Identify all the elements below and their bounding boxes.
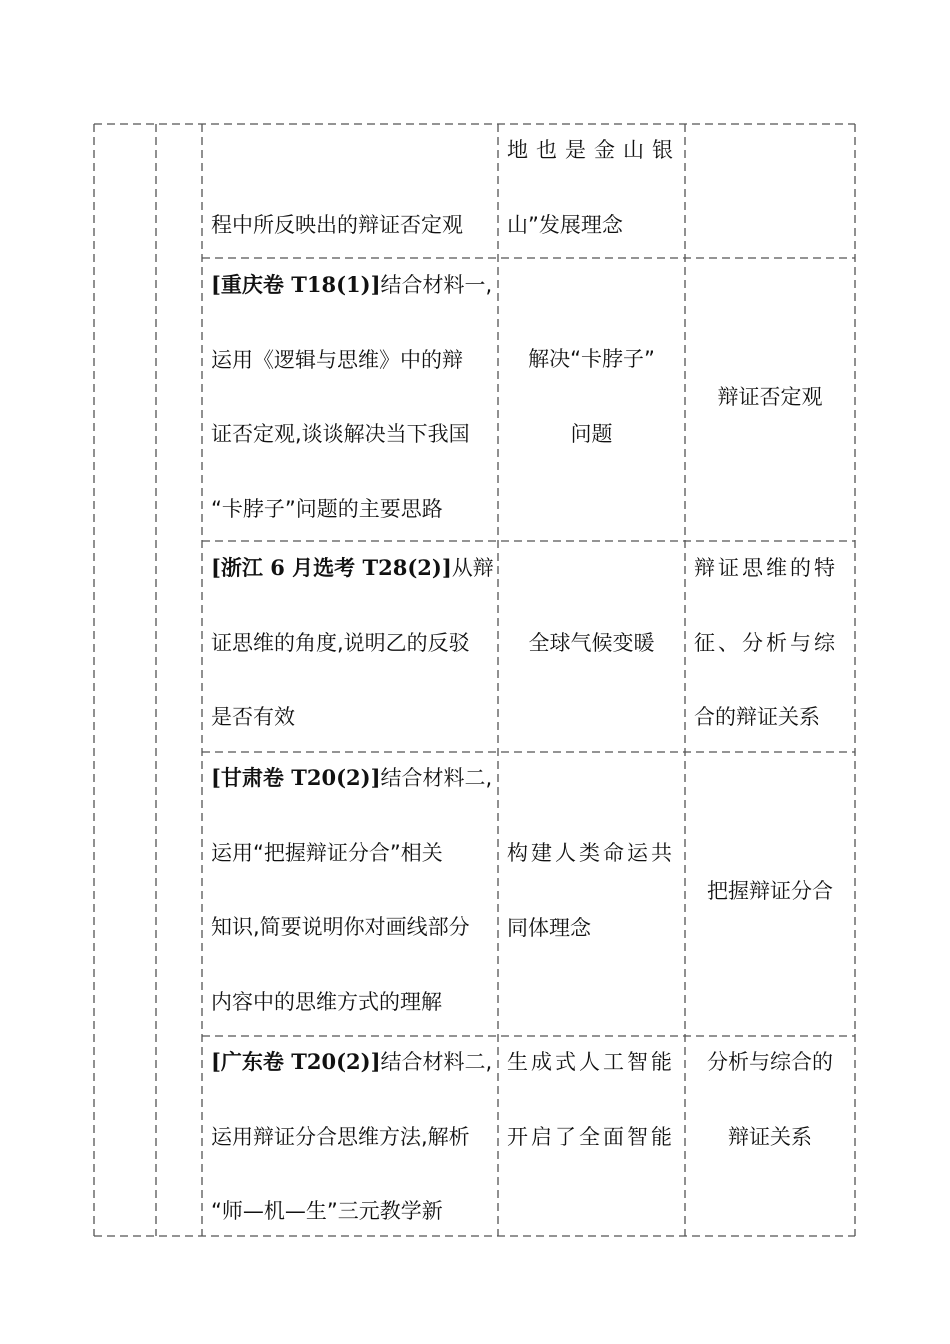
source-label: [重庆卷 T18(1)] [211, 272, 381, 297]
source-label: [广东卷 T20(2)] [211, 1049, 381, 1074]
question-line: “师—机—生”三元教学新 [211, 1199, 443, 1223]
topic-cell [500, 113, 683, 258]
question-line: 内容中的思维方式的理解 [211, 989, 442, 1014]
knowledge-cell [687, 1025, 853, 1175]
knowledge-line: 辩证否定观 [717, 385, 823, 409]
knowledge-line: 分析与综合的 [707, 1050, 833, 1074]
question-line: 运用“把握辩证分合”相关 [211, 840, 443, 865]
question-line: “卡脖子”问题的主要思路 [211, 496, 443, 521]
knowledge-line: 把握辩证分合 [707, 879, 833, 903]
topic-line: 全球气候变暖 [528, 631, 655, 655]
knowledge-line: 合的辩证关系 [694, 705, 820, 729]
source-label: [甘肃卷 T20(2)] [211, 765, 381, 790]
knowledge-cell [687, 360, 853, 436]
question-line: 证思维的角度,说明乙的反驳 [211, 630, 470, 655]
topic-line: 生成式人工智能 [507, 1050, 675, 1074]
question-cell [204, 1025, 496, 1236]
question-line [211, 113, 489, 188]
topic-line: 问题 [570, 421, 613, 446]
question-line: 是否有效 [211, 705, 295, 729]
knowledge-line: 辩证关系 [728, 1124, 812, 1149]
question-line: 从辩 [451, 556, 494, 580]
topic-cell [500, 816, 683, 966]
question-line: 知识,简要说明你对画线部分 [211, 915, 470, 939]
topic-line: 构建人类命运共 [507, 841, 675, 865]
topic-line: 地也是金山银 [507, 138, 681, 162]
question-line: 结合材料一, [380, 273, 493, 297]
source-label: [浙江 6 月选考 T28(2)] [211, 555, 452, 580]
topic-line: 解决“卡脖子” [528, 347, 655, 371]
question-cell [204, 531, 496, 752]
question-line: 程中所反映出的辩证否定观 [211, 212, 463, 237]
table-row [204, 113, 496, 258]
topic-cell [500, 606, 683, 682]
question-cell [204, 741, 496, 1036]
knowledge-cell [687, 854, 853, 930]
topic-line: 山”发展理念 [507, 212, 623, 237]
question-line: 运用《逻辑与思维》中的辩 [211, 347, 463, 372]
knowledge-line: 征、分析与综 [694, 630, 838, 655]
topic-line: 同体理念 [507, 915, 591, 940]
topic-cell [500, 1025, 683, 1175]
topic-line: 开启了全面智能 [507, 1124, 675, 1149]
question-line: 运用辩证分合思维方法,解析 [211, 1124, 470, 1149]
knowledge-line: 辩证思维的特 [694, 556, 838, 580]
knowledge-cell [687, 531, 853, 752]
question-line: 结合材料二, [380, 1050, 493, 1074]
question-line: 证否定观,谈谈解决当下我国 [211, 422, 470, 446]
question-cell [204, 248, 496, 541]
topic-cell [500, 322, 683, 472]
question-line: 结合材料二, [380, 766, 493, 790]
